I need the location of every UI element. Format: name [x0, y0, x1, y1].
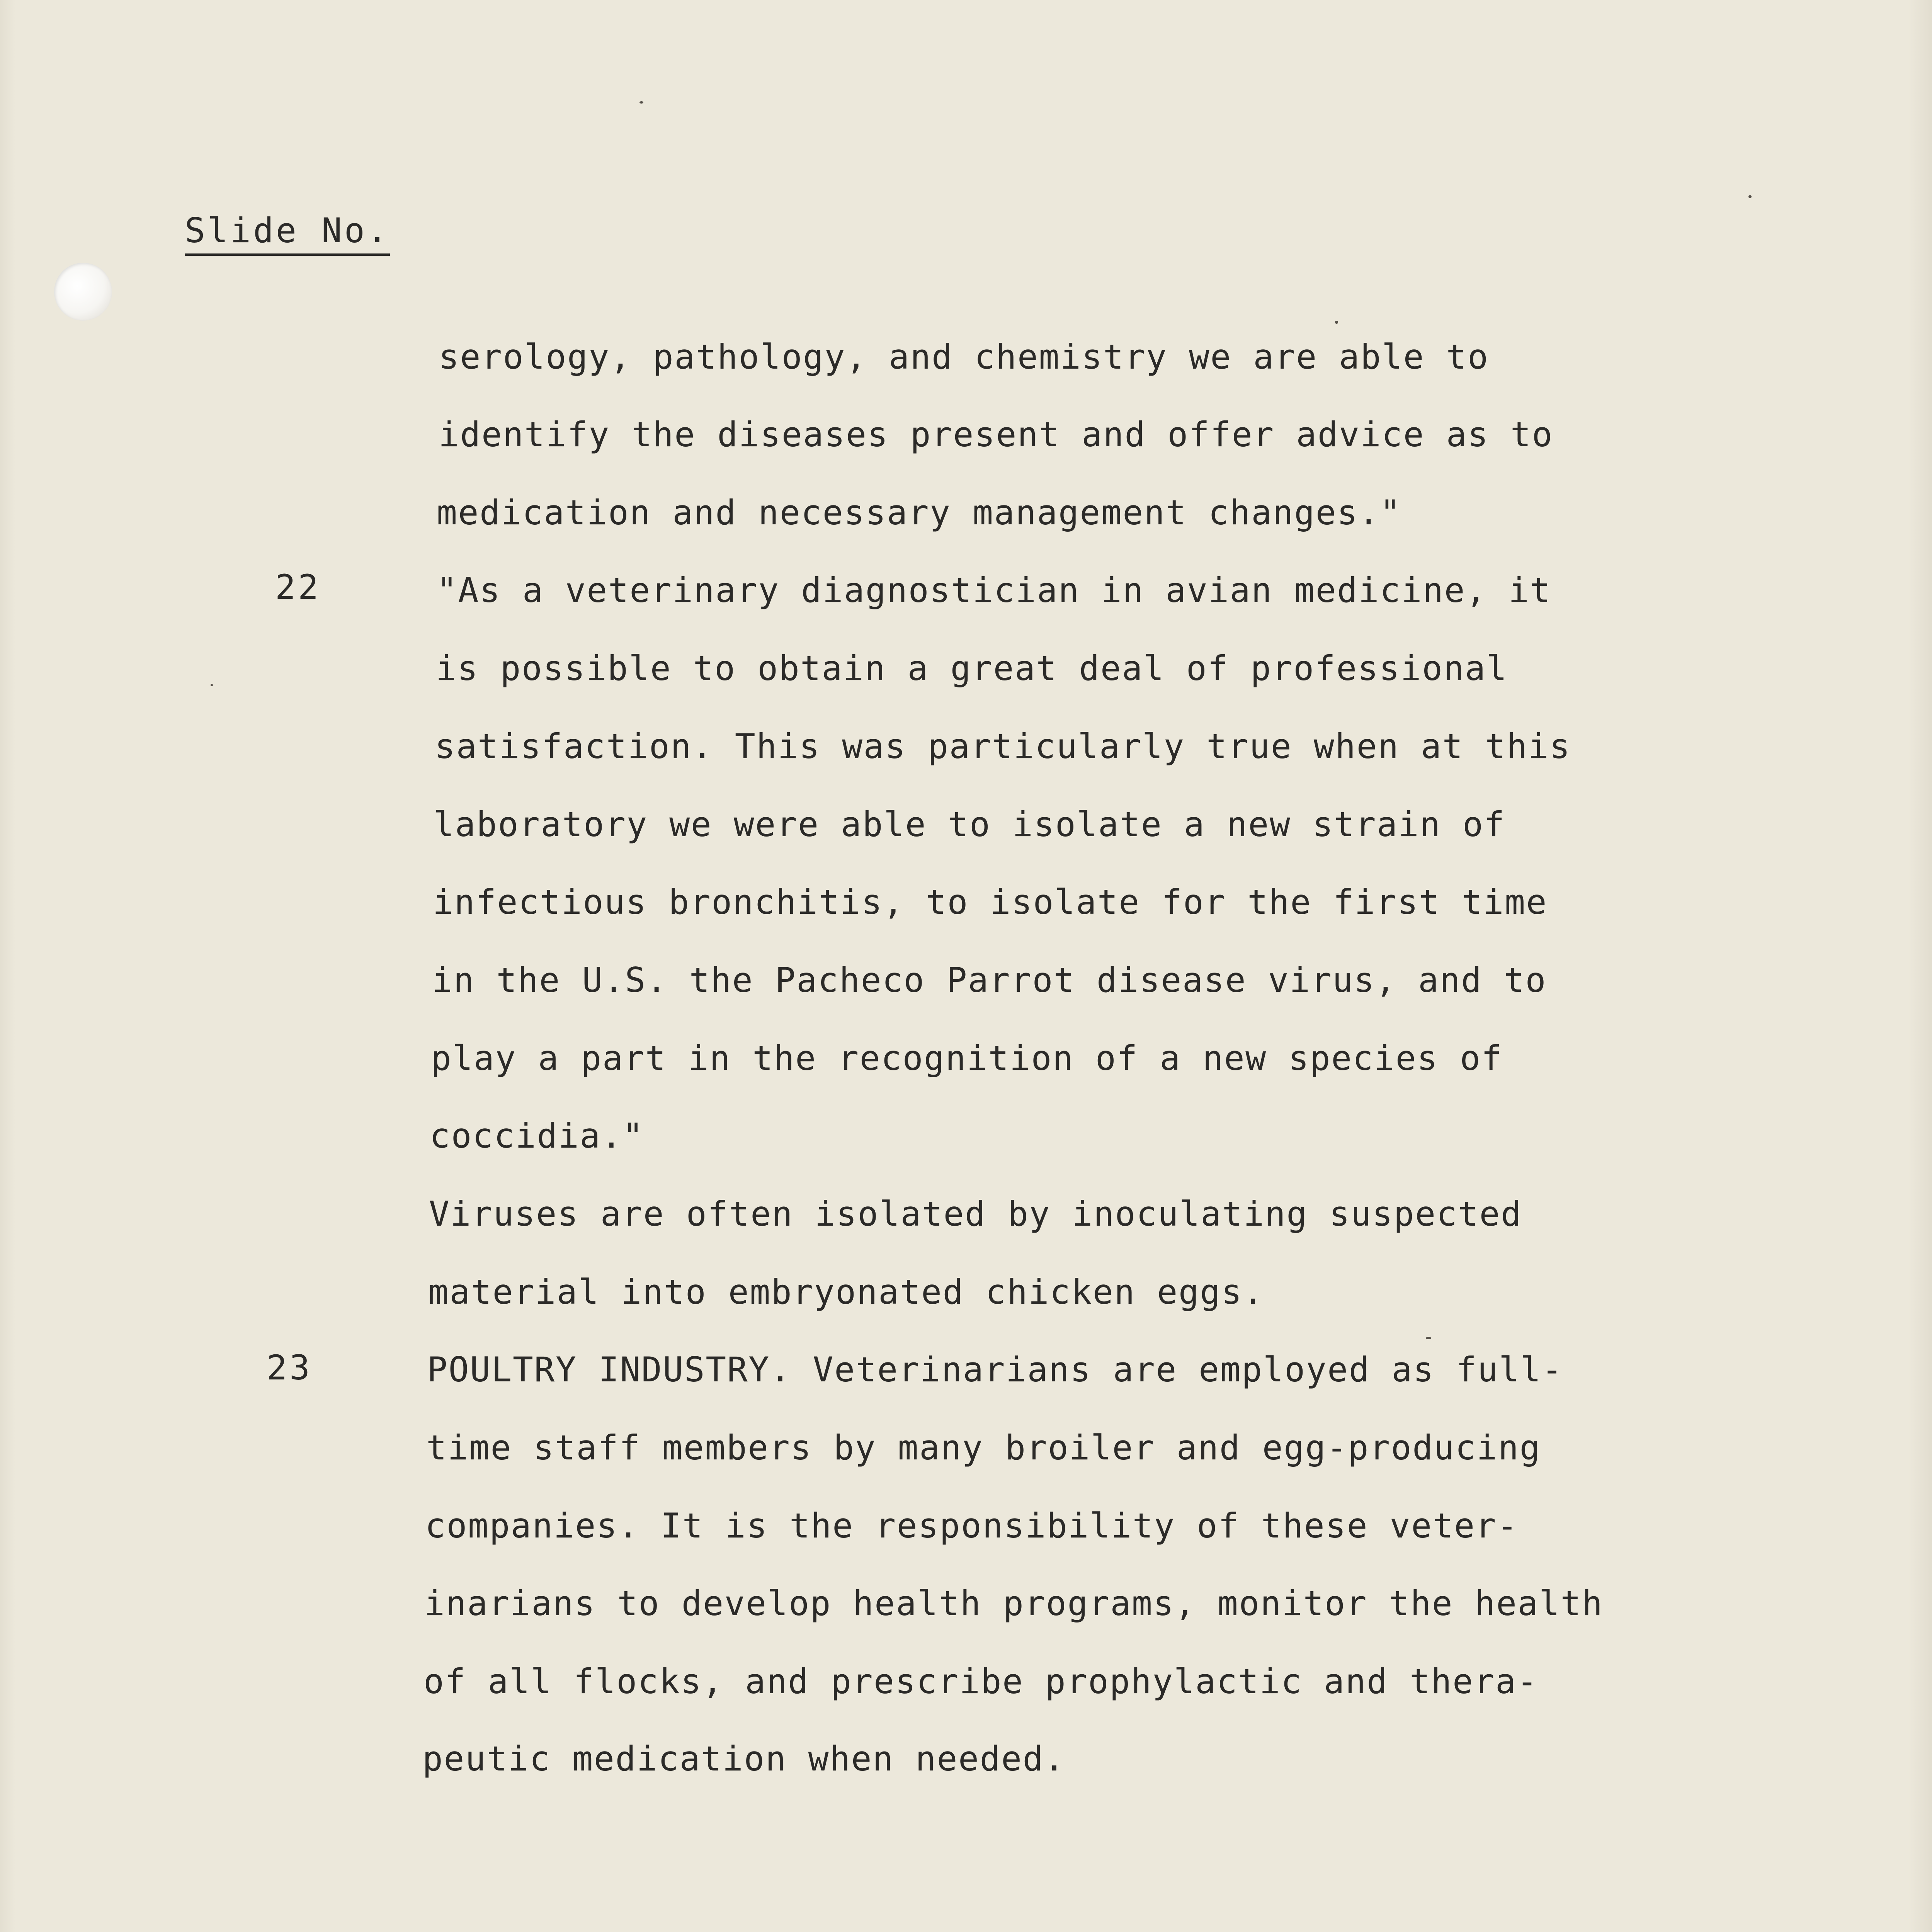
punch-hole-top — [54, 263, 112, 321]
text-line: coccidia." — [430, 1116, 644, 1156]
slide-number-22: 22 — [275, 567, 321, 607]
paper-edge-left — [0, 0, 15, 1932]
text-line: play a part in the recognition of a new species of — [431, 1038, 1503, 1078]
text-line: in the U.S. the Pacheco Parrot disease virus, and to — [432, 960, 1547, 1000]
slide-number-heading: Slide No. — [185, 211, 390, 256]
scan-speck — [1335, 321, 1338, 324]
text-line: identify the diseases present and offer advice as to — [439, 415, 1553, 454]
text-line: infectious bronchitis, to isolate for the first time — [433, 882, 1548, 922]
paper-edge-right — [1908, 0, 1932, 1932]
text-line: is possible to obtain a great deal of professional — [436, 648, 1508, 688]
text-line: medication and necessary management changes." — [437, 493, 1401, 532]
text-line: serology, pathology, and chemistry we are able to — [439, 337, 1489, 377]
scan-speck — [639, 101, 643, 104]
text-line: of all flocks, and prescribe prophylactic and thera- — [423, 1662, 1538, 1701]
text-line: laboratory we were able to isolate a new strain of — [434, 804, 1506, 844]
text-line: material into embryonated chicken eggs. — [428, 1272, 1264, 1312]
text-line: Viruses are often isolated by inoculating suspected — [429, 1194, 1522, 1234]
text-line: time staff members by many broiler and egg-producing — [426, 1428, 1541, 1468]
text-line: "As a veterinary diagnostician in avian medicine, it — [437, 570, 1551, 610]
text-line: peutic medication when needed. — [422, 1739, 1066, 1779]
scan-speck — [1748, 195, 1752, 198]
scan-speck — [1426, 1337, 1431, 1339]
text-line: POULTRY INDUSTRY. Veterinarians are employed as full- — [427, 1350, 1563, 1389]
scan-speck — [211, 684, 213, 686]
text-line: inarians to develop health programs, monitor the health — [424, 1583, 1604, 1623]
text-line: satisfaction. This was particularly true when at this — [435, 726, 1571, 766]
text-line: companies. It is the responsibility of these veter- — [425, 1506, 1519, 1546]
slide-number-23: 23 — [267, 1348, 312, 1388]
